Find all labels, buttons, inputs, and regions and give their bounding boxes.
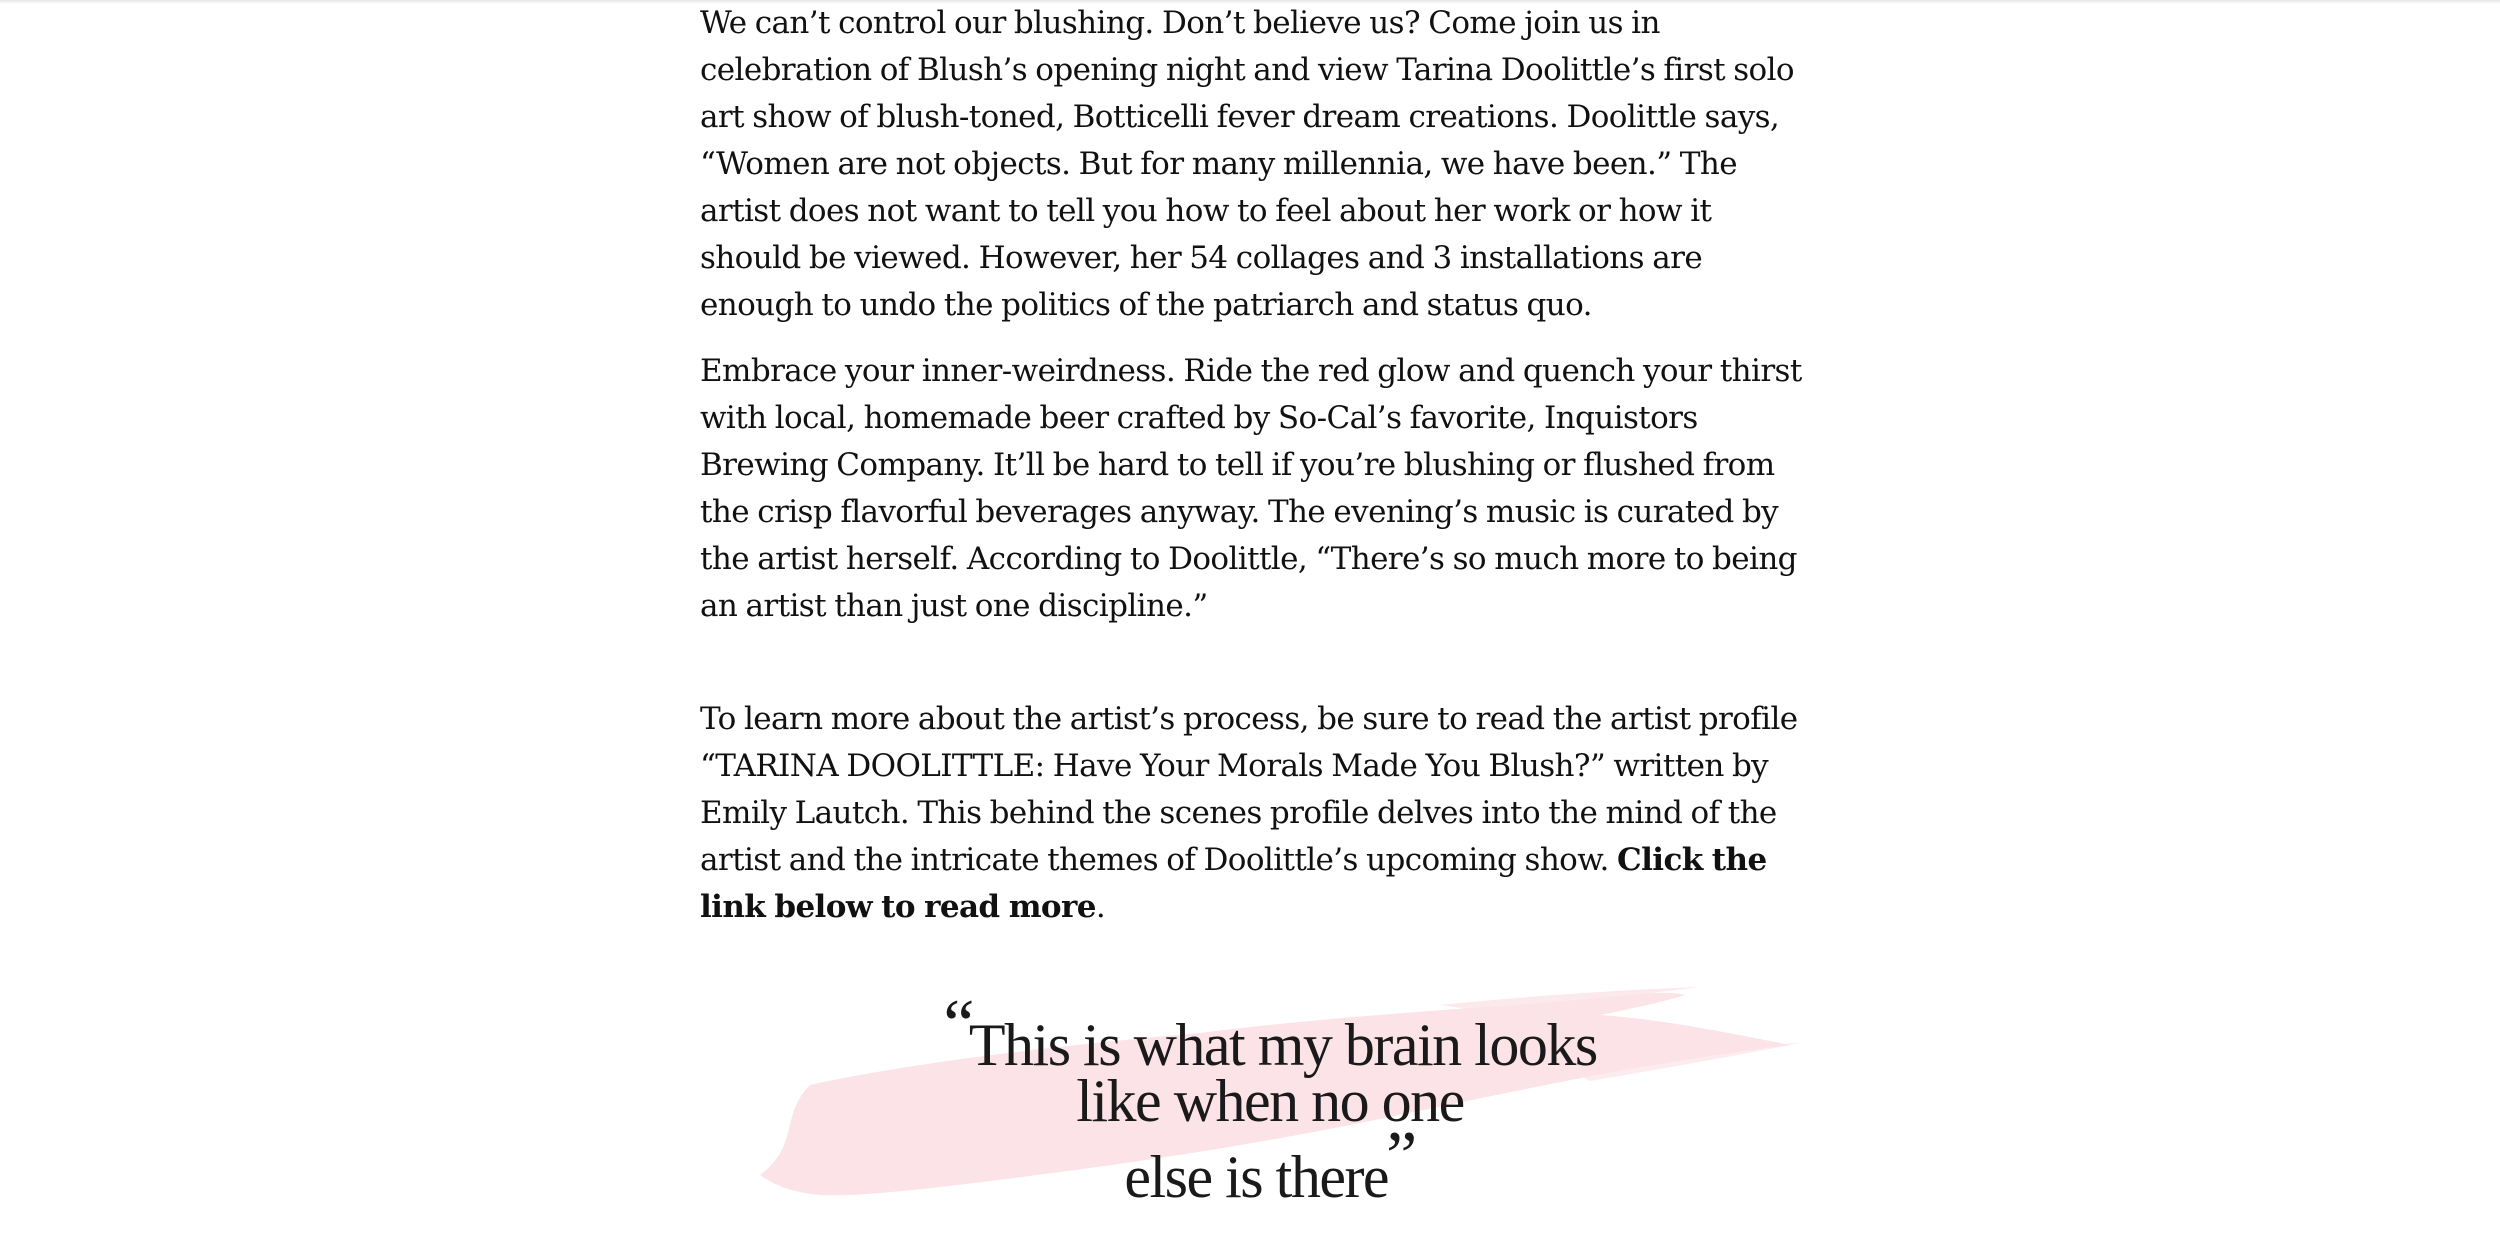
paragraph-end-period: . bbox=[1095, 889, 1106, 925]
open-quote-mark: “ bbox=[943, 986, 973, 1063]
pull-quote bbox=[740, 985, 1800, 1215]
read-more-cta[interactable]: Click the link below to read more bbox=[700, 842, 1767, 925]
paragraph-opening-night: We can’t control our blushing. Don’t believe us? Come join us in celebration of Blush’s opening night and view Tarina Doolittle’s first solo art show of blush-toned, Botticelli fever dream creations. Doolittle says, “Women are not objects. But for many millennia, we have been.” The artist does not want to tell you how to feel about her work or how it should be viewed. However, her 54 collages and 3 installations are enough to undo the politics of the patriarch and status quo. bbox=[700, 5, 1794, 323]
quote-line-1 bbox=[820, 986, 1720, 1078]
close-quote-mark: ” bbox=[1386, 1118, 1416, 1195]
quote-line-2: like when no one bbox=[1076, 1068, 1464, 1134]
quote-line-1-text: This is what my brain looks bbox=[968, 1012, 1597, 1078]
paragraph-profile-text: To learn more about the artist’s process, be sure to read the artist profile “TARINA DOOLITTLE: Have Your Morals Made You Blush?” written by Emily Lautch. This behind the scenes profile delves into the mind of the artist and the intricate themes of Doolittle’s upcoming show. bbox=[700, 701, 1798, 878]
paragraph-beer-music: Embrace your inner-weirdness. Ride the red glow and quench your thirst with local, homemade beer crafted by So-Cal’s favorite, Inquistors Brewing Company. It’ll be hard to tell if you’re blushing or flushed from the crisp flavorful beverages anyway. The evening’s music is curated by the artist herself. According to Doolittle, “There’s so much more to being an artist than just one discipline.” bbox=[700, 353, 1802, 624]
quote-line-3 bbox=[820, 1118, 1720, 1210]
pull-quote-text bbox=[820, 986, 1720, 1210]
paragraph-artist-profile bbox=[700, 696, 1810, 931]
quote-line-3-text: else is there bbox=[1124, 1144, 1389, 1210]
